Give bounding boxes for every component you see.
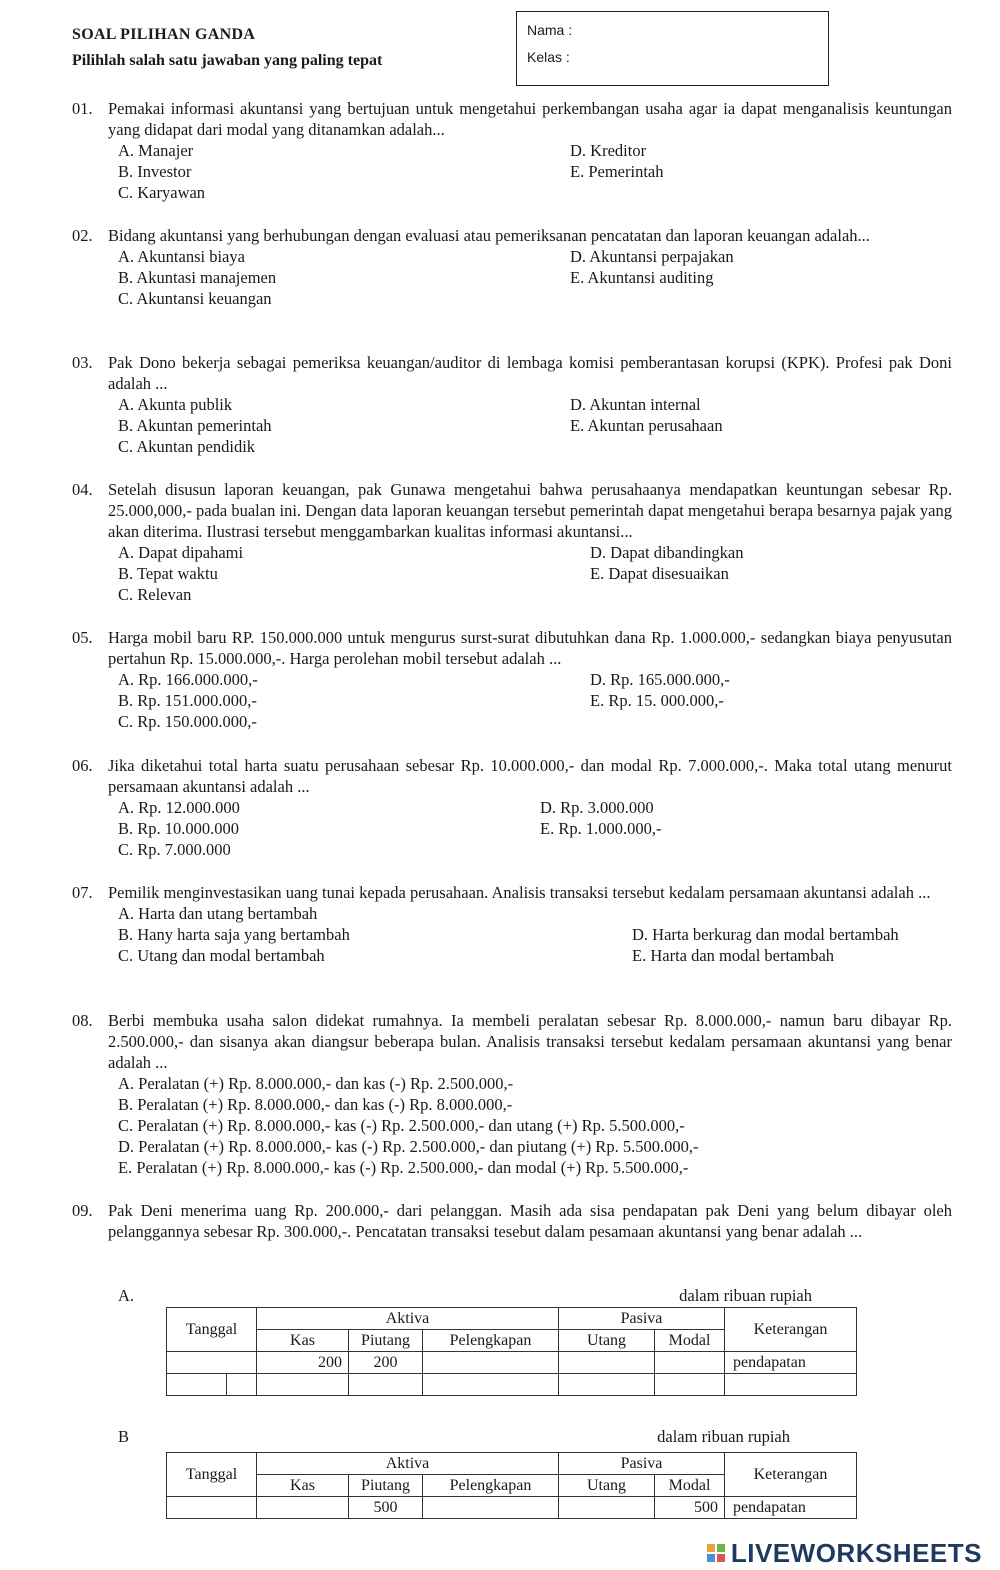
- option-e[interactable]: E. Pemerintah: [570, 162, 664, 181]
- cell-tanggal: [167, 1352, 257, 1374]
- option-a[interactable]: A. Rp. 166.000.000,-: [118, 670, 258, 689]
- option-e[interactable]: E. Akuntan perusahaan: [570, 416, 723, 435]
- header-pelengkapan: Pelengkapan: [423, 1330, 559, 1352]
- header-piutang: Piutang: [349, 1330, 423, 1352]
- cell-modal: [655, 1352, 725, 1374]
- liveworksheets-logo: [707, 1538, 982, 1568]
- option-e[interactable]: E. Peralatan (+) Rp. 8.000.000,- kas (-) Rp. 2.500.000,- dan modal (+) Rp. 5.500.000,-: [118, 1158, 689, 1177]
- question-1: [72, 98, 952, 203]
- liveworksheets-logo-icon: [707, 1544, 727, 1564]
- option-c[interactable]: C. Akuntan pendidik: [118, 437, 256, 456]
- option-list: [118, 669, 952, 732]
- accounting-equation-table: [166, 1307, 857, 1396]
- name-label: Nama :: [527, 22, 573, 38]
- option-list: [118, 797, 952, 860]
- option-letter[interactable]: A.: [118, 1286, 135, 1305]
- empty-cell: [227, 1374, 257, 1396]
- option-e[interactable]: E. Harta dan modal bertambah: [632, 946, 835, 965]
- empty-cell: [725, 1374, 857, 1396]
- question-text: Pemakai informasi akuntansi yang bertujuan untuk mengetahui perkembangan usaha agar ia dapat menganalisis keuntungan yang didapat dari modal yang ditanamkan adalah...: [108, 99, 952, 139]
- option-b[interactable]: B. Rp. 151.000.000,-: [118, 691, 257, 710]
- question-number: 09.: [72, 1201, 93, 1220]
- empty-cell: [257, 1374, 349, 1396]
- header-tanggal: Tanggal: [167, 1308, 257, 1352]
- cell-pelengkapan: [423, 1352, 559, 1374]
- option-a[interactable]: A. Akuntansi biaya: [118, 247, 245, 266]
- option-a[interactable]: A. Rp. 12.000.000: [118, 798, 240, 817]
- option-d[interactable]: D. Harta berkurag dan modal bertambah: [632, 925, 899, 944]
- question-number: 07.: [72, 883, 93, 902]
- header-kas: Kas: [257, 1330, 349, 1352]
- cell-utang: [559, 1352, 655, 1374]
- cell-kas: [257, 1497, 349, 1519]
- header-pasiva: Pasiva: [559, 1308, 725, 1330]
- question-5: [72, 627, 952, 732]
- header-pasiva: Pasiva: [559, 1453, 725, 1475]
- option-list: [118, 903, 952, 966]
- option-b[interactable]: B. Tepat waktu: [118, 564, 218, 583]
- class-label: Kelas :: [527, 49, 570, 65]
- header-modal: Modal: [655, 1475, 725, 1497]
- empty-cell: [167, 1374, 227, 1396]
- option-list: [118, 1073, 952, 1178]
- question-text: Bidang akuntansi yang berhubungan dengan evaluasi atau pemeriksanan pencatatan dan laporan keuangan adalah...: [108, 226, 870, 245]
- student-id-box: [516, 11, 829, 86]
- worksheet-instruction: Pilihlah salah satu jawaban yang paling tepat: [72, 52, 383, 69]
- cell-piutang: 500: [349, 1497, 423, 1519]
- option-d[interactable]: D. Peralatan (+) Rp. 8.000.000,- kas (-) Rp. 2.500.000,- dan piutang (+) Rp. 5.500.000,-: [118, 1137, 699, 1156]
- option-a[interactable]: A. Harta dan utang bertambah: [118, 904, 318, 923]
- option-c[interactable]: C. Rp. 7.000.000: [118, 840, 231, 859]
- option-a[interactable]: A. Manajer: [118, 141, 194, 160]
- option-d[interactable]: D. Akuntan internal: [570, 395, 701, 414]
- option-list: [118, 542, 952, 605]
- question-text: Berbi membuka usaha salon didekat rumahnya. Ia membeli peralatan sebesar Rp. 8.000.000,- namun baru dibayar Rp. 2.500.000,- dan sisanya akan diangsur beberapa bulan. Analisis transaksi tersebut kedalam persamaan akuntansi yang benar adalah ...: [108, 1011, 952, 1072]
- option-b[interactable]: B. Peralatan (+) Rp. 8.000.000,- dan kas (-) Rp. 8.000.000,-: [118, 1095, 513, 1114]
- empty-cell: [559, 1374, 655, 1396]
- option-e[interactable]: E. Akuntansi auditing: [570, 268, 714, 287]
- option-list: [118, 246, 952, 309]
- option-b[interactable]: B. Akuntan pemerintah: [118, 416, 272, 435]
- header-kas: Kas: [257, 1475, 349, 1497]
- header-keterangan: Keterangan: [725, 1453, 857, 1497]
- question-number: 01.: [72, 99, 93, 118]
- option-a[interactable]: A. Akunta publik: [118, 395, 233, 414]
- cell-utang: [559, 1497, 655, 1519]
- question-text: Harga mobil baru RP. 150.000.000 untuk mengurus surst-surat dibutuhkan dana Rp. 1.000.000,- sedangkan biaya penyusutan pertahun Rp. 15.000.000,-. Harga perolehan mobil tersebut adalah ...: [108, 628, 952, 668]
- question-4: [72, 479, 952, 605]
- empty-cell: [423, 1374, 559, 1396]
- option-c[interactable]: C. Peralatan (+) Rp. 8.000.000,- kas (-) Rp. 2.500.000,- dan utang (+) Rp. 5.500.000,-: [118, 1116, 685, 1135]
- accounting-equation-table: [166, 1452, 857, 1519]
- header-modal: Modal: [655, 1330, 725, 1352]
- cell-keterangan: pendapatan: [725, 1352, 857, 1374]
- option-b[interactable]: B. Akuntasi manajemen: [118, 268, 277, 287]
- question-number: 06.: [72, 756, 93, 775]
- option-c[interactable]: C. Karyawan: [118, 183, 206, 202]
- header-utang: Utang: [559, 1330, 655, 1352]
- question-number: 05.: [72, 628, 93, 647]
- question-text: Pak Dono bekerja sebagai pemeriksa keuangan/auditor di lembaga komisi pemberantasan korupsi (KPK). Profesi pak Doni adalah ...: [108, 353, 952, 393]
- option-b[interactable]: B. Rp. 10.000.000: [118, 819, 240, 838]
- option-d[interactable]: D. Dapat dibandingkan: [590, 543, 744, 562]
- empty-cell: [349, 1374, 423, 1396]
- option-d[interactable]: D. Rp. 165.000.000,-: [590, 670, 730, 689]
- question-number: 02.: [72, 226, 93, 245]
- logo-text: LIVEWORKSHEETS: [730, 1538, 982, 1568]
- header-aktiva: Aktiva: [257, 1453, 559, 1475]
- cell-keterangan: pendapatan: [725, 1497, 857, 1519]
- question-6: [72, 755, 952, 860]
- question-number: 08.: [72, 1011, 93, 1030]
- option-c[interactable]: C. Relevan: [118, 585, 192, 604]
- option-b[interactable]: B. Investor: [118, 162, 192, 181]
- option-c[interactable]: C. Akuntansi keuangan: [118, 289, 272, 308]
- question-text: Jika diketahui total harta suatu perusahaan sebesar Rp. 10.000.000,- dan modal Rp. 7.000.000,-. Maka total utang menurut persamaan akuntansi adalah ...: [108, 756, 952, 796]
- question-7: [72, 882, 952, 966]
- question-9: [72, 1200, 952, 1242]
- option-d[interactable]: D. Akuntansi perpajakan: [570, 247, 734, 266]
- option-a[interactable]: A. Peralatan (+) Rp. 8.000.000,- dan kas (-) Rp. 2.500.000,-: [118, 1074, 514, 1093]
- worksheet-title: SOAL PILIHAN GANDA: [72, 26, 256, 43]
- header-utang: Utang: [559, 1475, 655, 1497]
- header-aktiva: Aktiva: [257, 1308, 559, 1330]
- cell-modal: 500: [655, 1497, 725, 1519]
- question-number: 03.: [72, 353, 93, 372]
- option-d[interactable]: D. Rp. 3.000.000: [540, 798, 654, 817]
- question-3: [72, 352, 952, 457]
- option-c[interactable]: C. Utang dan modal bertambah: [118, 946, 325, 965]
- question-text: Pemilik menginvestasikan uang tunai kepada perusahaan. Analisis transaksi tersebut kedalam persamaan akuntansi adalah ...: [108, 883, 931, 902]
- option-a[interactable]: A. Dapat dipahami: [118, 543, 244, 562]
- unit-label: dalam ribuan rupiah: [679, 1286, 812, 1305]
- header-pelengkapan: Pelengkapan: [423, 1475, 559, 1497]
- header-piutang: Piutang: [349, 1475, 423, 1497]
- header-keterangan: Keterangan: [725, 1308, 857, 1352]
- cell-pelengkapan: [423, 1497, 559, 1519]
- option-e[interactable]: E. Rp. 1.000.000,-: [540, 819, 662, 838]
- option-e[interactable]: E. Dapat disesuaikan: [590, 564, 729, 583]
- option-list: [118, 394, 952, 457]
- question-8: [72, 1010, 952, 1178]
- cell-piutang: 200: [349, 1352, 423, 1374]
- header-tanggal: Tanggal: [167, 1453, 257, 1497]
- question-text: Setelah disusun laporan keuangan, pak Gunawa mengetahui bahwa perusahaanya mendapatkan keuntungan sebesar Rp. 25.000,000,- pada bualan ini. Dengan data laporan keuangan tersebut pemerintah dapat mengetahui berapa besarnya pajak yang akan diterima. Ilustrasi tersebut menggambarkan kualitas informasi akuntansi...: [108, 480, 952, 541]
- cell-kas: 200: [257, 1352, 349, 1374]
- cell-tanggal: [167, 1497, 257, 1519]
- unit-label: dalam ribuan rupiah: [657, 1427, 790, 1446]
- option-b[interactable]: B. Hany harta saja yang bertambah: [118, 925, 350, 944]
- question-2: [72, 225, 952, 309]
- empty-cell: [655, 1374, 725, 1396]
- option-d[interactable]: D. Kreditor: [570, 141, 647, 160]
- option-letter[interactable]: B: [118, 1427, 130, 1446]
- option-e[interactable]: E. Rp. 15. 000.000,-: [590, 691, 724, 710]
- option-c[interactable]: C. Rp. 150.000.000,-: [118, 712, 257, 731]
- question-number: 04.: [72, 480, 93, 499]
- option-list: [118, 140, 952, 203]
- question-text: Pak Deni menerima uang Rp. 200.000,- dari pelanggan. Masih ada sisa pendapatan pak Deni yang belum dibayar oleh pelanggannya sebesar Rp. 300.000,-. Pencatatan transaksi tesebut dalam pesamaan akuntansi yang benar adalah ...: [108, 1201, 952, 1241]
